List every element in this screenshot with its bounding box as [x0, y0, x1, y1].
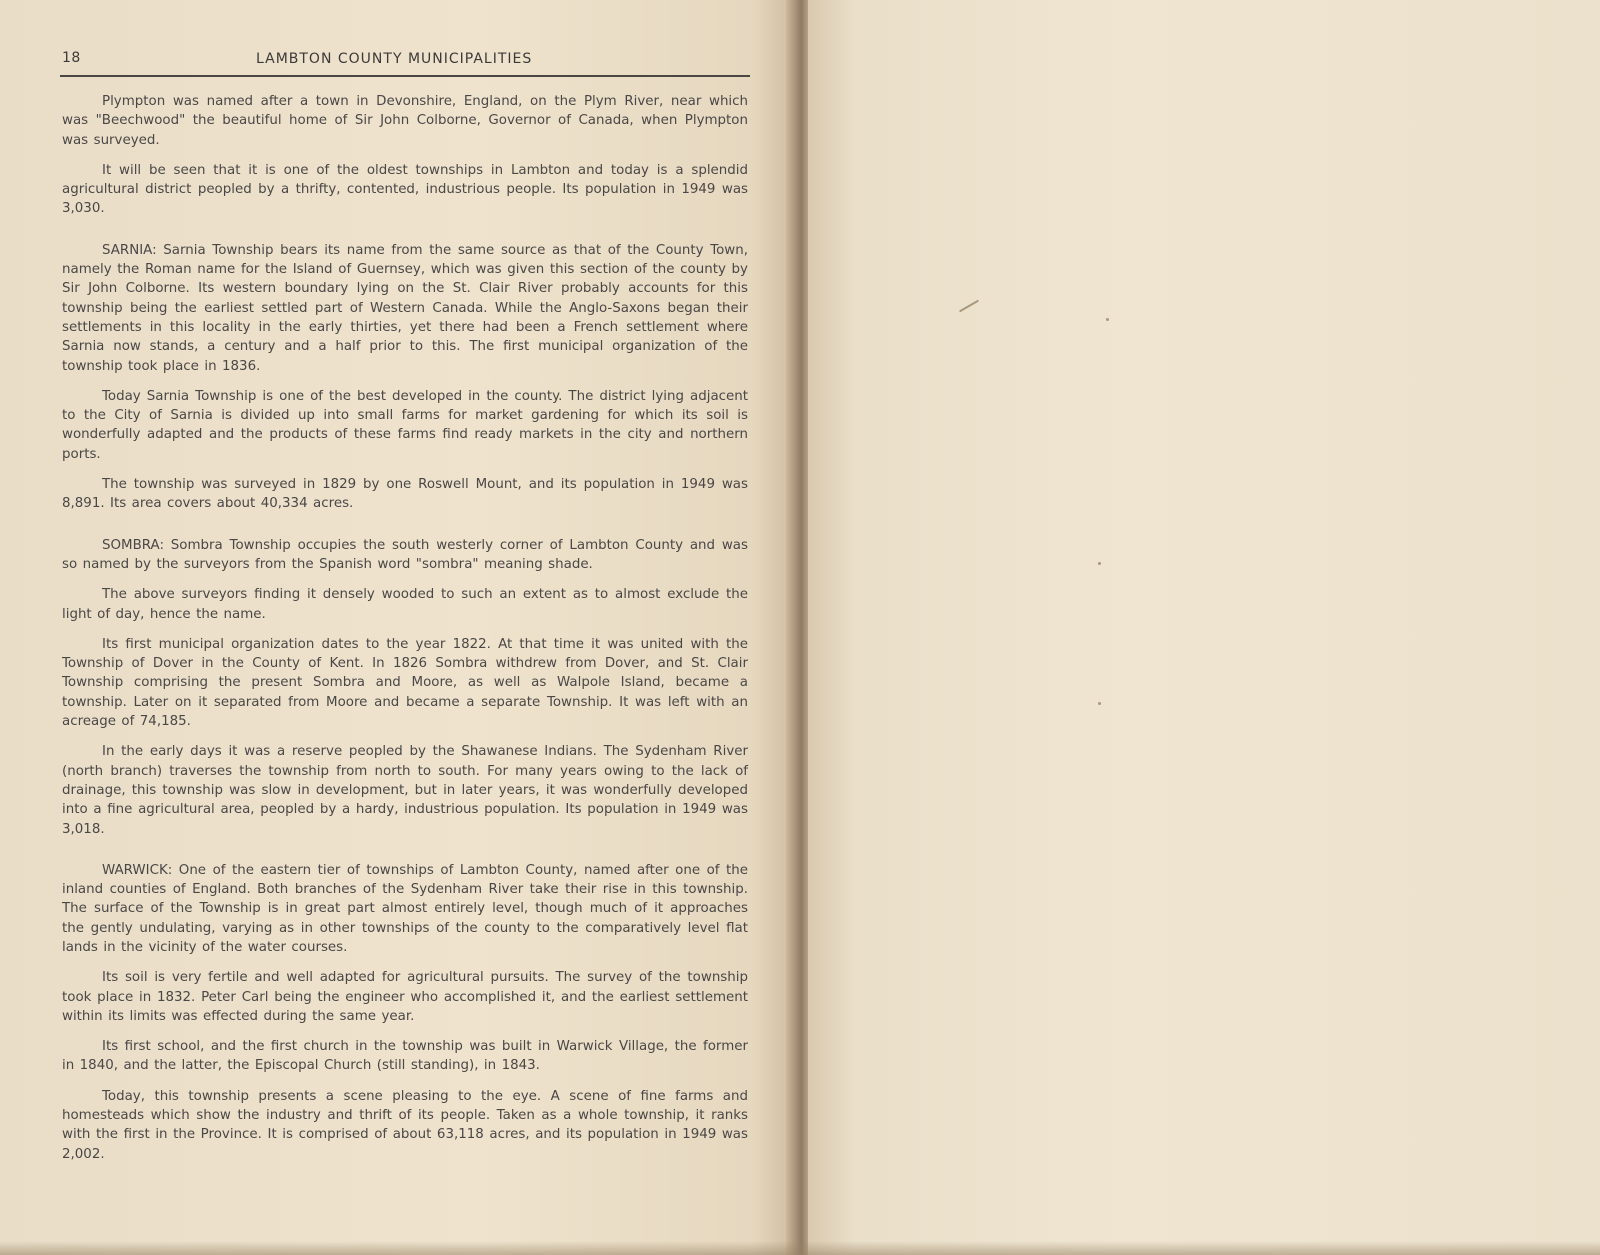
paragraph-plympton-population: It will be seen that it is one of the oldest townships in Lambton and today is a splendid agricultural district peopled by a thrifty, contented, industrious people. Its population in 1949 was 3,030. — [62, 162, 748, 217]
paragraph-sarnia-origin: SARNIA: Sarnia Township bears its name from the same source as that of the County Town, namely the Roman name for the Island of Guernsey, which was given this section of the county by Sir John Colborne. Its western boundary lying on the St. Clair River probably accounts for this township being the earliest settled part of Western Canada. While the Anglo-Saxons began their settlements in this locality in the early thirties, yet there had been a French settlement where Sarnia now stands, a century and a half prior to this. The first municipal organization of the township took place in 1836. — [62, 242, 748, 374]
page-number: 18 — [62, 50, 81, 66]
paper-speck — [1098, 702, 1101, 705]
paper-speck — [1106, 318, 1109, 321]
paragraph-warwick-soil: Its soil is very fertile and well adapted for agricultural pursuits. The survey of the township took place in 1832. Peter Carl being the engineer who accomplished it, and the earliest settlement within its limits was effected during the same year. — [62, 970, 748, 1024]
paper-mark — [959, 300, 979, 313]
paragraph-sombra-name: The above surveyors finding it densely wooded to such an extent as to almost exclude the light of day, hence the name. — [62, 587, 748, 622]
paragraph-sombra-early-days: In the early days it was a reserve peopled by the Shawanese Indians. The Sydenham River (north branch) traverses the township from north to south. For many years owing to the lack of drainage, this township was slow in development, but in later years, it was wonderfully developed into a fine agricultural area, peopled by a hardy, industrious population. Its population in 1949 was 3,018. — [62, 744, 748, 837]
paragraph-warwick-school: Its first school, and the first church in the township was built in Warwick Village, the former in 1840, and the latter, the Episcopal Church (still standing), in 1843. — [62, 1039, 748, 1074]
body-text — [62, 92, 748, 1175]
header-rule — [60, 75, 750, 77]
right-page-blank — [808, 0, 1600, 1255]
paragraph-plympton-origin: Plympton was named after a town in Devonshire, England, on the Plym River, near which was "Beechwood" the beautiful home of Sir John Colborne, Governor of Canada, when Plympton was surveyed. — [62, 94, 748, 148]
paragraph-sarnia-survey: The township was surveyed in 1829 by one Roswell Mount, and its population in 1949 was 8,891. Its area covers about 40,334 acres. — [62, 477, 748, 512]
bottom-page-edge — [0, 1241, 1600, 1255]
running-title: LAMBTON COUNTY MUNICIPALITIES — [256, 51, 533, 67]
paragraph-sarnia-today: Today Sarnia Township is one of the best developed in the county. The district lying adjacent to the City of Sarnia is divided up into small farms for market gardening for which its soil is wonderfully adapted and the products of these farms find ready markets in the city and northern ports. — [62, 388, 748, 462]
paragraph-warwick-origin: WARWICK: One of the eastern tier of townships of Lambton County, named after one of the inland counties of England. Both branches of the Sydenham River take their rise in this township. The surface of the Township is in great part almost entirely level, though much of it approaches the gently undulating, varying as in other townships of the county to the comparatively level flat lands in the vicinity of the water courses. — [62, 862, 748, 955]
paragraph-warwick-today: Today, this township presents a scene pleasing to the eye. A scene of fine farms and homesteads which show the industry and thrift of its people. Taken as a whole township, it ranks with the first in the Province. It is comprised of about 63,118 acres, and its population in 1949 was 2,002. — [62, 1088, 748, 1162]
paragraph-sombra-origin: SOMBRA: Sombra Township occupies the south westerly corner of Lambton County and was so named by the surveyors from the Spanish word "sombra" meaning shade. — [62, 537, 748, 572]
paragraph-sombra-organization: Its first municipal organization dates to the year 1822. At that time it was united with the Township of Dover in the County of Kent. In 1826 Sombra withdrew from Dover, and St. Clair Township comprising the present Sombra and Moore, as well as Walpole Island, became a township. Later on it separated from Moore and became a separate Township. It was left with an acreage of 74,185. — [62, 636, 748, 730]
paper-speck — [1098, 562, 1101, 565]
